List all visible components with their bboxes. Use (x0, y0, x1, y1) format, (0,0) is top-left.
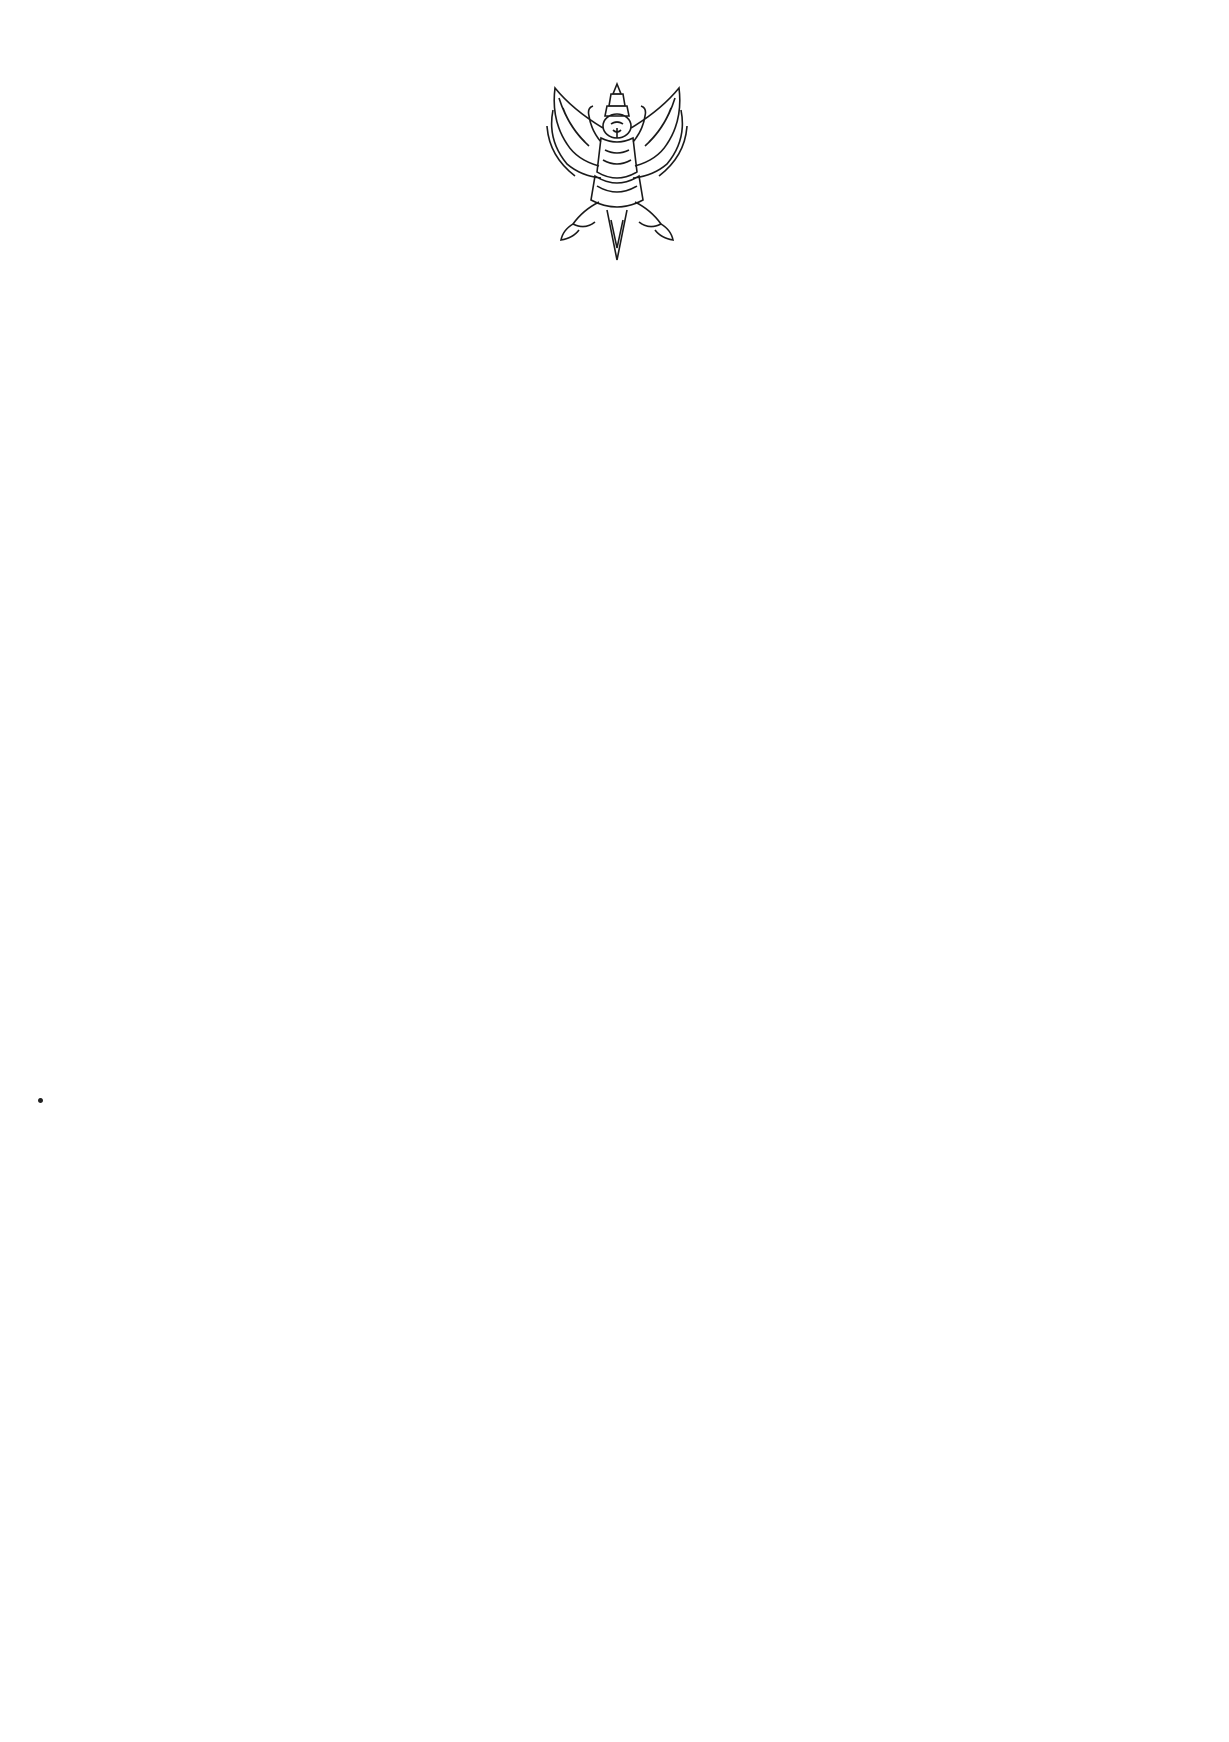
garuda-emblem-icon (533, 80, 701, 264)
scan-speck (38, 1098, 43, 1103)
announcement-body (160, 394, 1115, 436)
